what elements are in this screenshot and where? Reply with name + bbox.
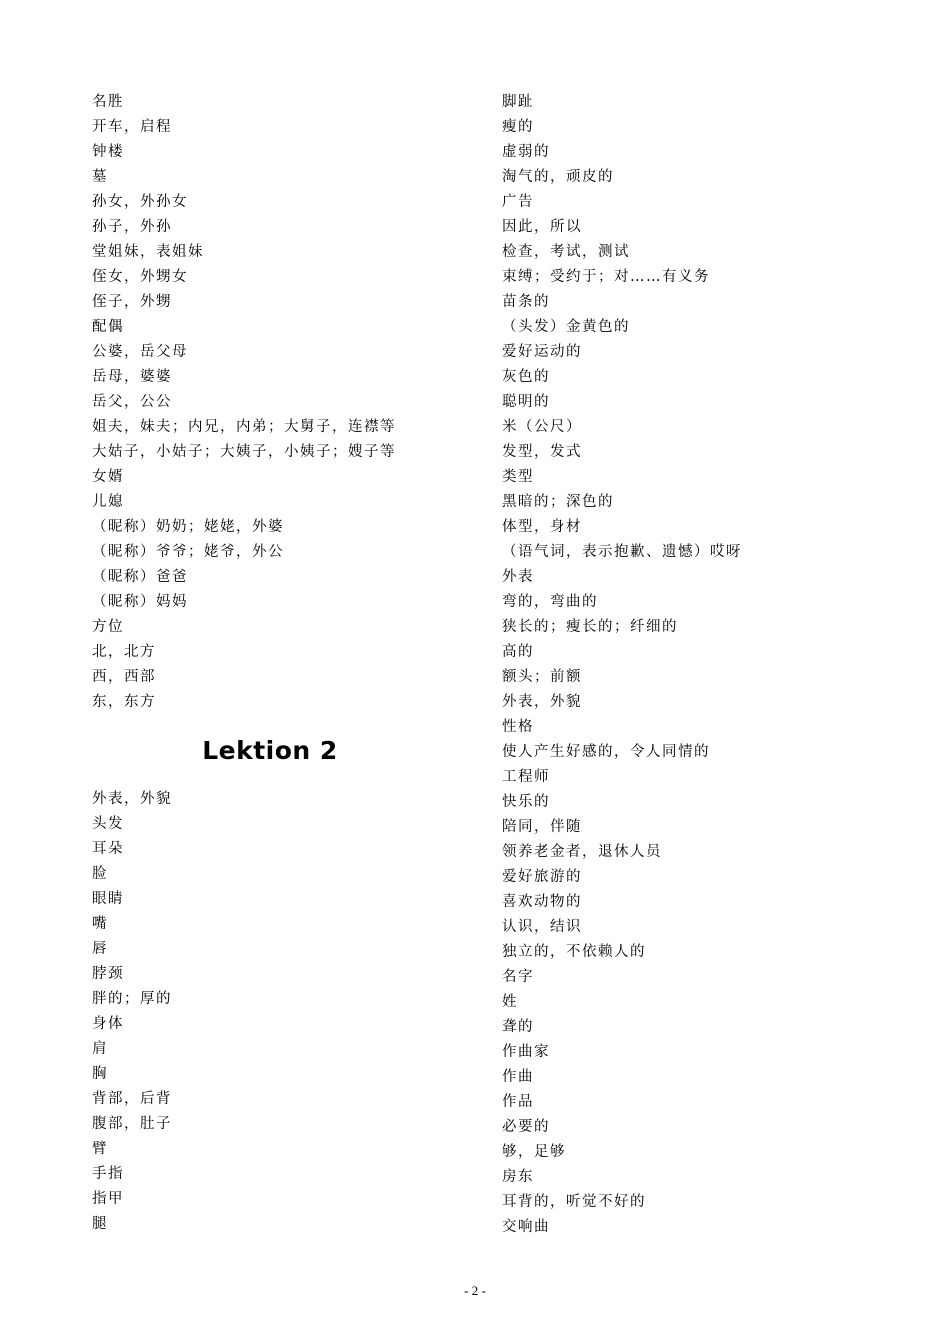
left-column bbox=[92, 90, 512, 1237]
vocab-entry: 聪明的 bbox=[502, 394, 550, 410]
vocab-entry: 瘦的 bbox=[502, 119, 534, 135]
vocab-entry: 束缚；受约于；对……有义务 bbox=[502, 269, 710, 285]
vocab-entry: 发型，发式 bbox=[502, 444, 582, 460]
vocab-entry: 钟楼 bbox=[92, 144, 124, 160]
vocab-entry: （头发）金黄色的 bbox=[502, 319, 630, 335]
vocab-entry: 名字 bbox=[502, 969, 534, 985]
vocab-entry: 姓 bbox=[502, 994, 518, 1010]
vocab-entry: 北，北方 bbox=[92, 644, 156, 660]
vocab-entry: 使人产生好感的，令人同情的 bbox=[502, 744, 710, 760]
vocab-entry: 淘气的，顽皮的 bbox=[502, 169, 614, 185]
vocab-entry: 额头；前额 bbox=[502, 669, 582, 685]
vocab-entry: （昵称）爷爷；姥爷，外公 bbox=[92, 544, 284, 560]
vocab-entry: 聋的 bbox=[502, 1019, 534, 1035]
vocab-entry: （语气词，表示抱歉、遗憾）哎呀 bbox=[502, 544, 742, 560]
vocab-entry: 孙子，外孙 bbox=[92, 219, 172, 235]
vocab-entry: 指甲 bbox=[92, 1191, 124, 1207]
vocab-entry: 女婿 bbox=[92, 469, 124, 485]
vocab-entry: 眼睛 bbox=[92, 891, 124, 907]
vocab-entry: 侄子，外甥 bbox=[92, 294, 172, 310]
vocab-entry: 腹部，肚子 bbox=[92, 1116, 172, 1132]
vocab-entry: 头发 bbox=[92, 816, 124, 832]
vocab-entry: 灰色的 bbox=[502, 369, 550, 385]
vocab-entry: 姐夫，妹夫；内兄，内弟；大舅子，连襟等 bbox=[92, 419, 396, 435]
vocab-entry: 东，东方 bbox=[92, 694, 156, 710]
vocab-entry: （昵称）爸爸 bbox=[92, 569, 188, 585]
vocab-entry: 外表 bbox=[502, 569, 534, 585]
vocab-entry: 手指 bbox=[92, 1166, 124, 1182]
vocab-entry: 作品 bbox=[502, 1094, 534, 1110]
vocab-entry: 腿 bbox=[92, 1216, 108, 1232]
vocab-entry: 胸 bbox=[92, 1066, 108, 1082]
vocab-entry: 嘴 bbox=[92, 916, 108, 932]
vocab-entry: （昵称）奶奶；姥姥，外婆 bbox=[92, 519, 284, 535]
vocab-entry: 作曲家 bbox=[502, 1044, 550, 1060]
vocab-entry: （昵称）妈妈 bbox=[92, 594, 188, 610]
right-entries bbox=[502, 90, 922, 1240]
vocab-entry: 岳父，公公 bbox=[92, 394, 172, 410]
vocab-entry: 广告 bbox=[502, 194, 534, 210]
vocab-entry: 认识，结识 bbox=[502, 919, 582, 935]
vocab-entry: 身体 bbox=[92, 1016, 124, 1032]
vocab-entry: 弯的，弯曲的 bbox=[502, 594, 598, 610]
vocab-entry: 方位 bbox=[92, 619, 124, 635]
vocab-entry: 够，足够 bbox=[502, 1144, 566, 1160]
vocab-entry: 独立的，不依赖人的 bbox=[502, 944, 646, 960]
vocab-entry: 西，西部 bbox=[92, 669, 156, 685]
vocab-entry: 爱好旅游的 bbox=[502, 869, 582, 885]
page-number: - 2 - bbox=[464, 1283, 486, 1298]
vocab-entry: 检查，考试，测试 bbox=[502, 244, 630, 260]
section-heading: Lektion 2 bbox=[202, 736, 338, 765]
vocab-entry: 交响曲 bbox=[502, 1219, 550, 1235]
vocab-entry: 脸 bbox=[92, 866, 108, 882]
vocab-entry: 虚弱的 bbox=[502, 144, 550, 160]
vocab-entry: 陪同，伴随 bbox=[502, 819, 582, 835]
vocab-entry: 名胜 bbox=[92, 94, 124, 110]
left-entries-part1 bbox=[92, 90, 512, 715]
vocab-entry: 外表，外貌 bbox=[502, 694, 582, 710]
vocab-entry: 墓 bbox=[92, 169, 108, 185]
vocab-entry: 类型 bbox=[502, 469, 534, 485]
vocab-entry: 必要的 bbox=[502, 1119, 550, 1135]
vocab-entry: 耳朵 bbox=[92, 841, 124, 857]
vocab-entry: 胖的；厚的 bbox=[92, 991, 172, 1007]
vocab-entry: 脚趾 bbox=[502, 94, 534, 110]
vocab-entry: 喜欢动物的 bbox=[502, 894, 582, 910]
vocab-entry: 配偶 bbox=[92, 319, 124, 335]
vocab-entry: 耳背的，听觉不好的 bbox=[502, 1194, 646, 1210]
vocab-entry: 工程师 bbox=[502, 769, 550, 785]
vocab-entry: 堂姐妹，表姐妹 bbox=[92, 244, 204, 260]
vocab-entry: 爱好运动的 bbox=[502, 344, 582, 360]
vocab-entry: 因此，所以 bbox=[502, 219, 582, 235]
vocab-entry: 背部，后背 bbox=[92, 1091, 172, 1107]
vocab-entry: 黑暗的；深色的 bbox=[502, 494, 614, 510]
vocab-entry: 体型，身材 bbox=[502, 519, 582, 535]
vocab-entry: 外表，外貌 bbox=[92, 791, 172, 807]
left-entries-part2 bbox=[92, 787, 512, 1237]
vocab-entry: 苗条的 bbox=[502, 294, 550, 310]
vocab-entry: 侄女，外甥女 bbox=[92, 269, 188, 285]
vocab-entry: 臂 bbox=[92, 1141, 108, 1157]
vocab-entry: 大姑子，小姑子；大姨子，小姨子；嫂子等 bbox=[92, 444, 396, 460]
vocab-entry: 公婆，岳父母 bbox=[92, 344, 188, 360]
vocab-entry: 开车，启程 bbox=[92, 119, 172, 135]
vocab-entry: 唇 bbox=[92, 941, 108, 957]
vocab-entry: 儿媳 bbox=[92, 494, 124, 510]
vocab-entry: 孙女，外孙女 bbox=[92, 194, 188, 210]
vocab-entry: 岳母，婆婆 bbox=[92, 369, 172, 385]
vocab-entry: 房东 bbox=[502, 1169, 534, 1185]
right-column bbox=[502, 90, 922, 1240]
vocab-entry: 高的 bbox=[502, 644, 534, 660]
vocab-entry: 快乐的 bbox=[502, 794, 550, 810]
vocab-entry: 作曲 bbox=[502, 1069, 534, 1085]
vocab-entry: 狭长的；瘦长的；纤细的 bbox=[502, 619, 678, 635]
vocab-entry: 脖颈 bbox=[92, 966, 124, 982]
vocab-entry: 米（公尺） bbox=[502, 419, 582, 435]
vocab-entry: 肩 bbox=[92, 1041, 108, 1057]
vocab-entry: 性格 bbox=[502, 719, 534, 735]
vocab-entry: 领养老金者，退休人员 bbox=[502, 844, 662, 860]
